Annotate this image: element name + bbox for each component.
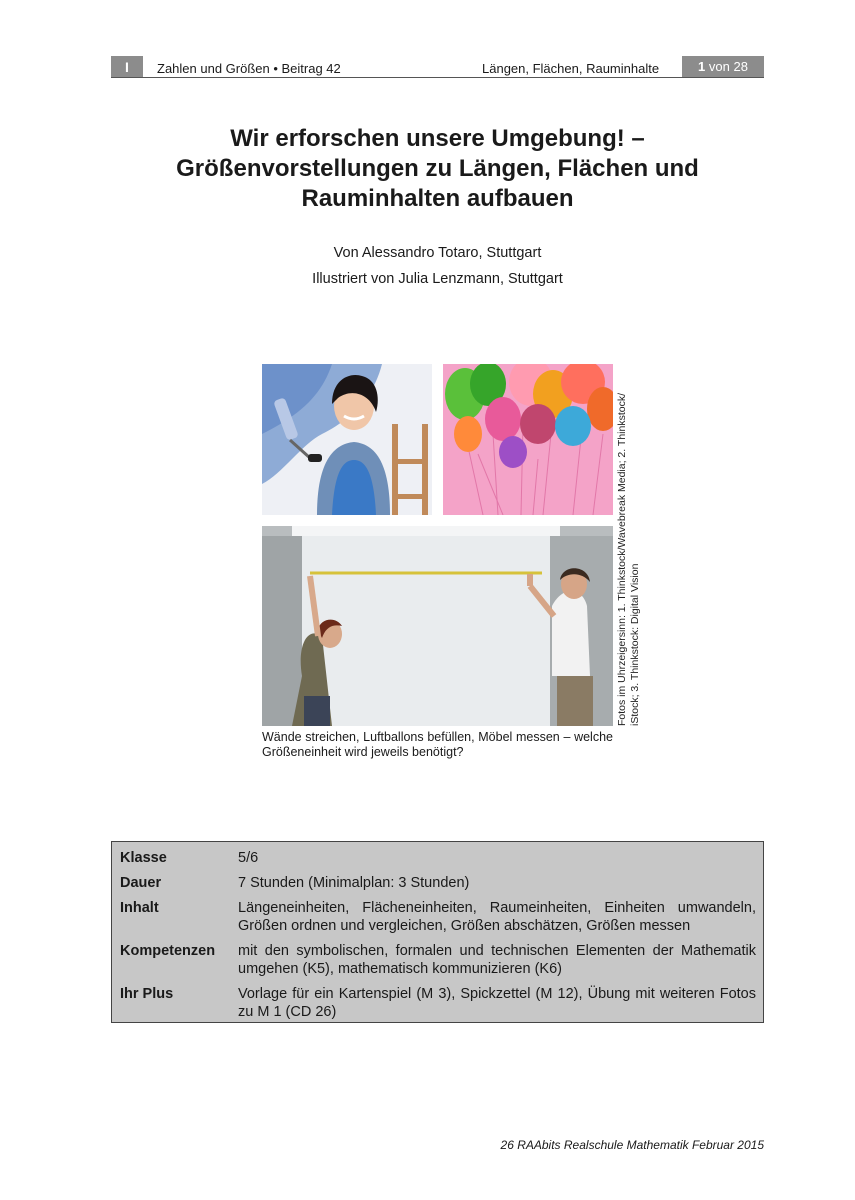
photo-credit-line-2: iStock; 3. Thinkstock: Digital Vision	[629, 563, 641, 726]
photo-balloons-image	[443, 364, 613, 515]
info-label: Dauer	[120, 875, 162, 891]
photo-painter-image	[262, 364, 432, 515]
photo-caption: Wände streichen, Luftballons befüllen, Möbel messen – welche Größeneinheit wird jeweils benötigt?	[262, 730, 613, 759]
photo-credit-line-1: Fotos im Uhrzeigersinn: 1. Thinkstock/Wavebreak Media; 2. Thinkstock/	[616, 392, 628, 726]
info-label: Ihr Plus	[120, 986, 174, 1002]
footer-publication: 26 RAAbits Realschule Mathematik Februar 2015	[500, 1138, 764, 1152]
info-value: mit den symbolischen, formalen und technischen Elementen der Mathematik umgehen (K5), mathematisch kommunizieren (K6)	[238, 943, 756, 977]
photo-measuring-image	[262, 526, 613, 726]
info-value: Vorlage für ein Kartenspiel (M 3), Spickzettel (M 12), Übung mit weiteren Fotos zu M 1 (CD 26)	[238, 986, 756, 1020]
page-title	[111, 124, 764, 214]
photo-balloons	[443, 364, 613, 515]
page-total: von 28	[708, 59, 748, 74]
author-line: Von Alessandro Totaro, Stuttgart	[333, 245, 542, 261]
title-line-3: Rauminhalten aufbauen	[301, 185, 574, 212]
info-value: Längeneinheiten, Flächeneinheiten, Raumeinheiten, Einheiten umwandeln, Größen ordnen und vergleichen, Größen abschätzen, Größen messen	[238, 900, 756, 934]
info-label: Kompetenzen	[120, 943, 216, 959]
section-badge: I	[111, 56, 143, 78]
page-current: 1	[698, 59, 706, 74]
info-label: Inhalt	[120, 900, 159, 916]
photo-credit	[616, 364, 642, 726]
info-label: Klasse	[120, 850, 167, 866]
title-line-1: Wir erforschen unsere Umgebung! –	[230, 125, 645, 152]
header-rule	[111, 77, 764, 78]
photo-measuring	[262, 526, 613, 726]
header-series: Zahlen und Größen • Beitrag 42	[157, 61, 341, 76]
header-topic: Längen, Flächen, Rauminhalte	[482, 61, 660, 76]
info-value: 5/6	[238, 850, 259, 866]
info-box	[111, 841, 764, 1023]
info-value: 7 Stunden (Minimalplan: 3 Stunden)	[238, 875, 470, 891]
title-line-2: Größenvorstellungen zu Längen, Flächen und	[176, 155, 699, 182]
page-indicator	[682, 56, 764, 78]
photo-painter	[262, 364, 432, 515]
illustrator-line: Illustriert von Julia Lenzmann, Stuttgart	[312, 271, 563, 287]
